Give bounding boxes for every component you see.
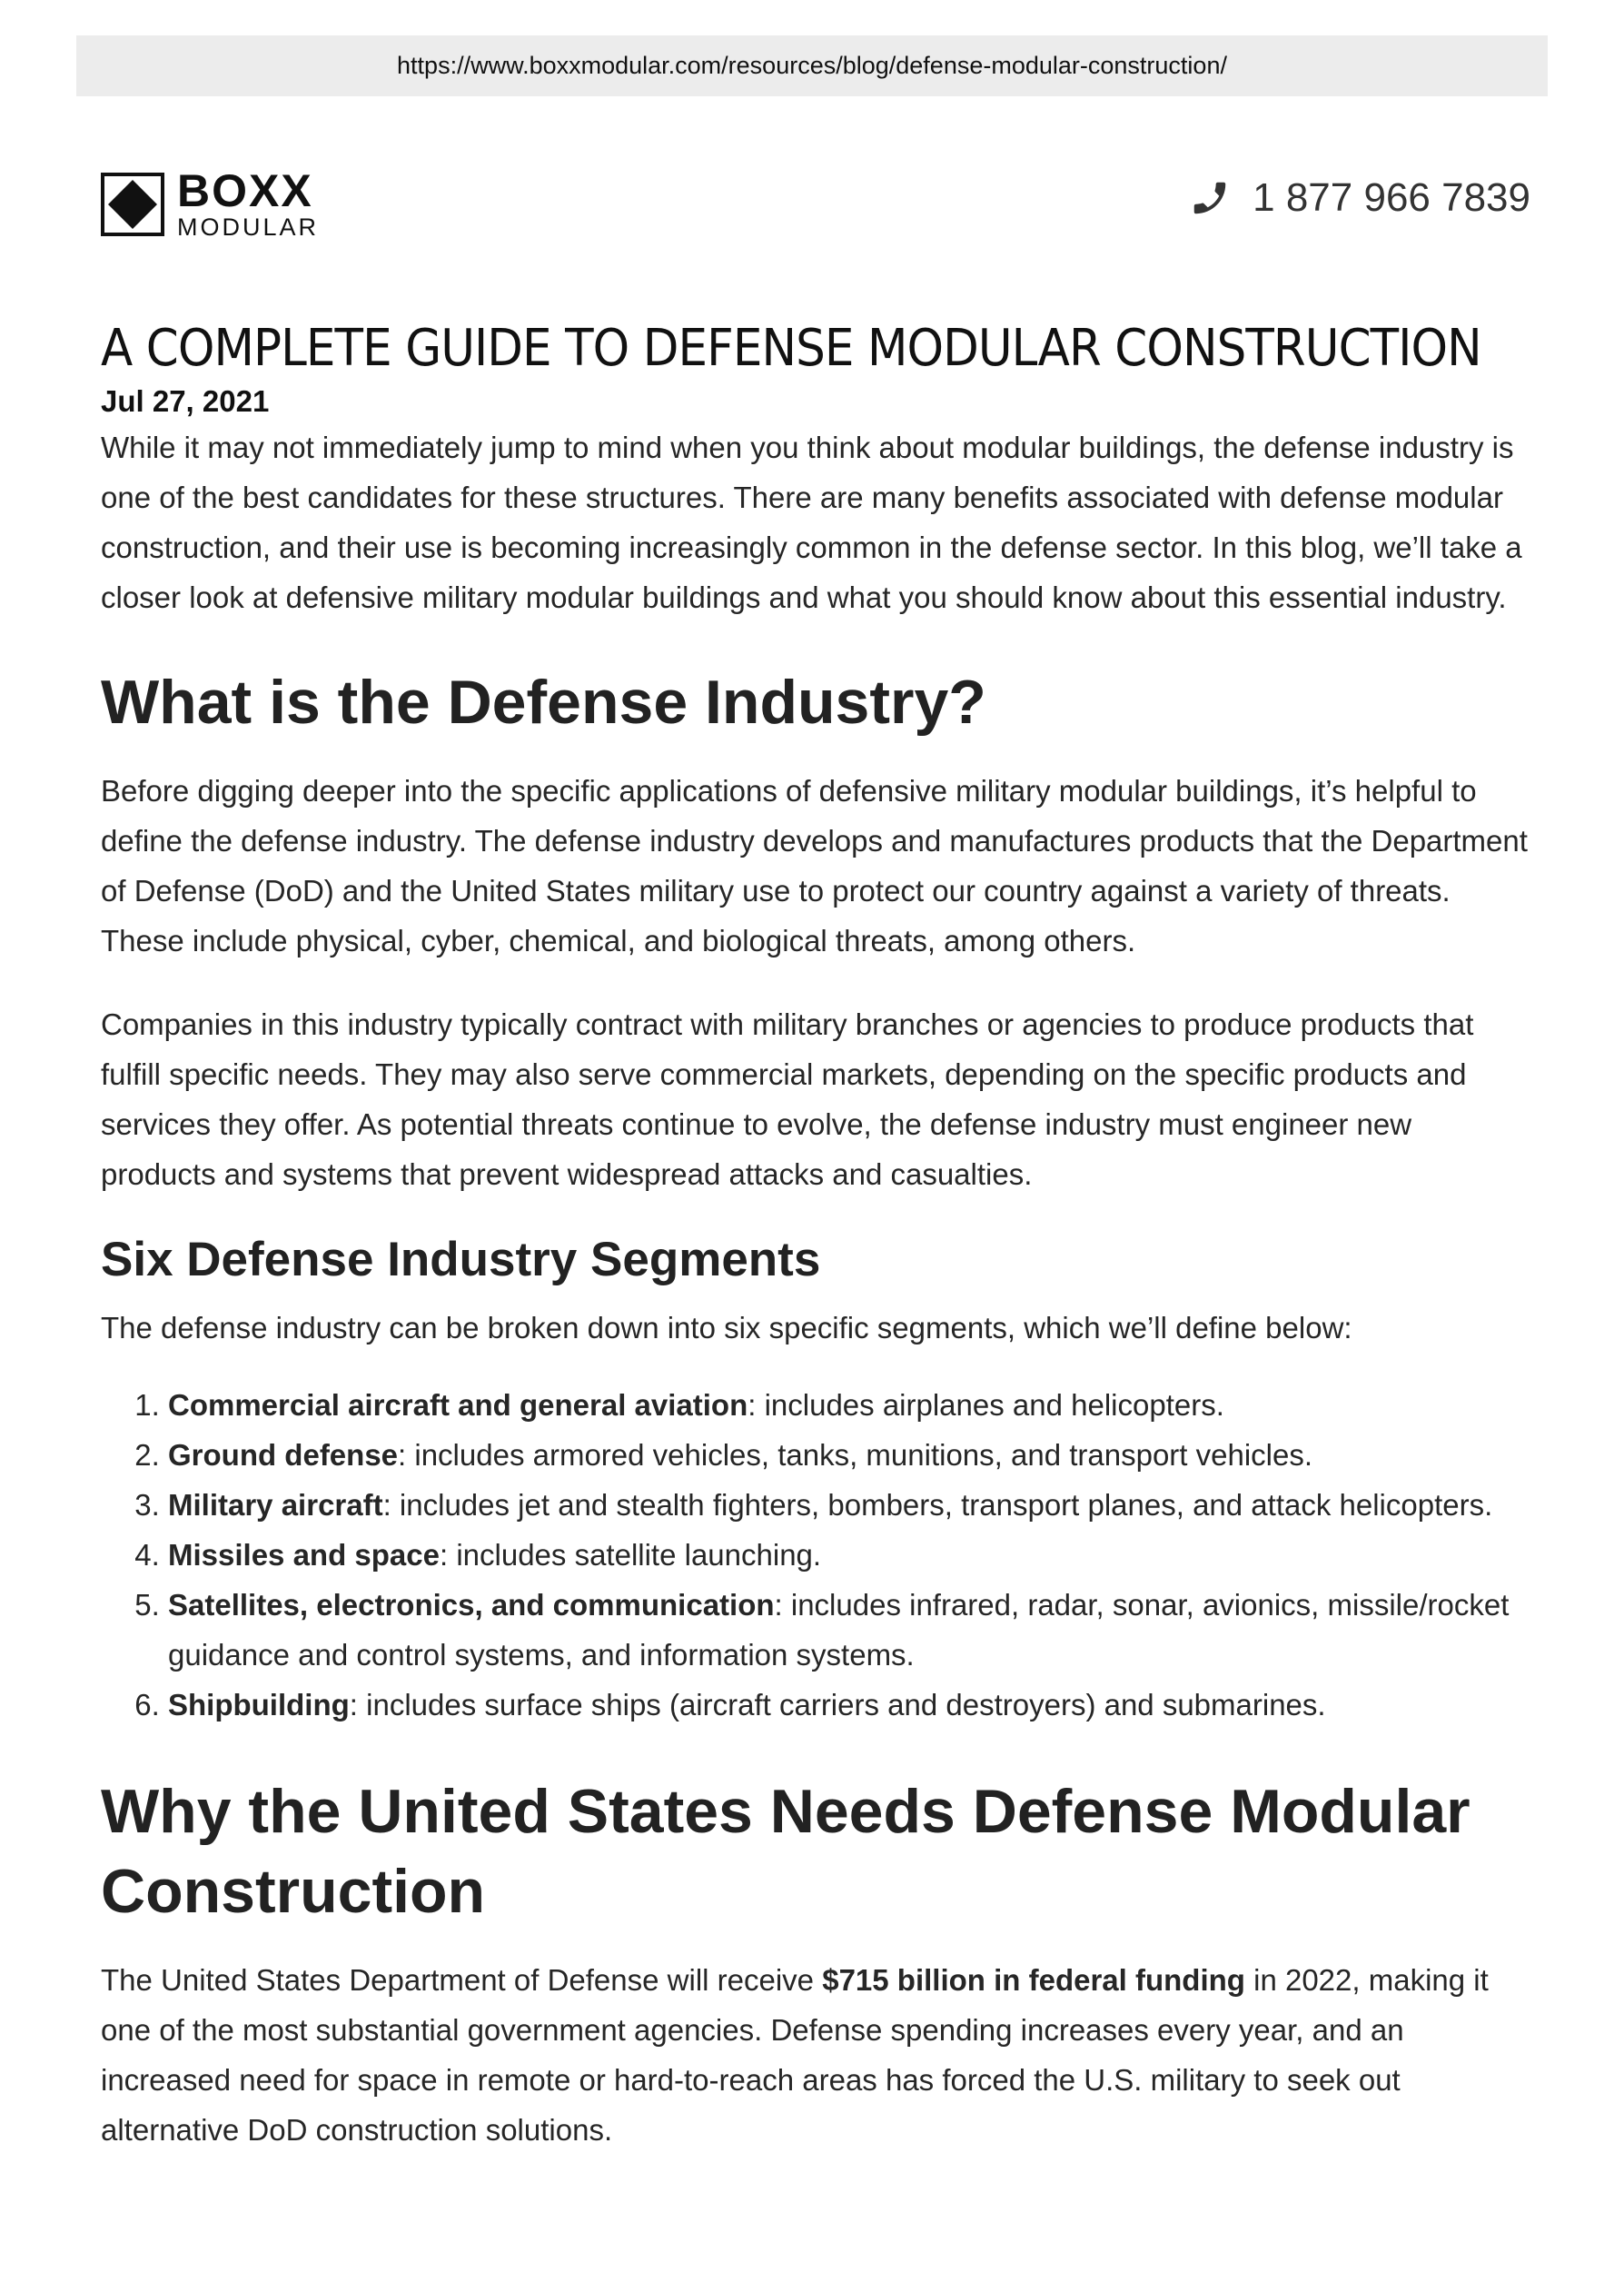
- paragraph-funding: The United States Department of Defense will receive $715 billion in federal funding in 2022, making it one of the most substantial government agencies. Defense spending increases every year, and an increased need for space in remote or hard-to-reach areas has forced the U.S. military to seek out alternative DoD construction solutions.: [101, 1963, 1489, 2148]
- url-bar[interactable]: [76, 35, 1548, 96]
- article-date: Jul 27, 2021: [101, 384, 270, 419]
- logo-subtitle: MODULAR: [177, 213, 320, 241]
- list-item: 6. Shipbuilding: includes surface ships (aircraft carriers and destroyers) and submarines.: [168, 1680, 1530, 1730]
- segments-list: [101, 1380, 1530, 1730]
- phone-link[interactable]: [1189, 175, 1530, 221]
- subheading-segments: Six Defense Industry Segments: [101, 1233, 821, 1287]
- list-item: 4. Missiles and space: includes satellite launching.: [168, 1530, 1530, 1580]
- paragraph-define-industry: Before digging deeper into the specific applications of defensive military modular buildings, it’s helpful to define the defense industry. The defense industry develops and manufactures products that the Department of Defense (DoD) and the United States military use to protect our country against a variety of threats. These include physical, cyber, chemical, and biological threats, among others.: [101, 774, 1528, 958]
- funding-highlight[interactable]: $715 billion in federal funding: [822, 1963, 1245, 1998]
- boxx-logo[interactable]: [101, 165, 320, 241]
- section-heading-why-us-needs: Why the United States Needs Defense Modular Construction: [101, 1777, 1471, 1927]
- list-item: 2. Ground defense: includes armored vehicles, tanks, munitions, and transport vehicles.: [168, 1430, 1530, 1480]
- article-title: A COMPLETE GUIDE TO DEFENSE MODULAR CONSTRUCTION: [101, 319, 1481, 378]
- phone-number: 1 877 966 7839: [1253, 175, 1530, 220]
- list-item: 1. Commercial aircraft and general aviation: includes airplanes and helicopters.: [168, 1380, 1530, 1430]
- list-item: 5. Satellites, electronics, and communication: includes infrared, radar, sonar, avionics, missile/rocket guidance and control systems, and information systems.: [168, 1580, 1530, 1680]
- url-text: https://www.boxxmodular.com/resources/blog/defense-modular-construction/: [397, 52, 1227, 79]
- paragraph-companies: Companies in this industry typically contract with military branches or agencies to produce products that fulfill specific needs. They may also serve commercial markets, depending on the specific products and services they offer. As potential threats continue to evolve, the defense industry must engineer new products and systems that prevent widespread attacks and casualties.: [101, 1007, 1474, 1192]
- section-heading-defense-industry: What is the Defense Industry?: [101, 668, 986, 738]
- site-header: [101, 165, 1530, 241]
- logo-name: BOXX: [177, 165, 313, 216]
- list-item: 3. Military aircraft: includes jet and stealth fighters, bombers, transport planes, and attack helicopters.: [168, 1480, 1530, 1530]
- intro-paragraph: While it may not immediately jump to mind when you think about modular buildings, the defense industry is one of the best candidates for these structures. There are many benefits associated with defense modular construction, and their use is becoming increasingly common in the defense sector. In this blog, we’ll take a closer look at defensive military modular buildings and what you should know about this essential industry.: [101, 431, 1522, 615]
- paragraph-segments-intro: The defense industry can be broken down into six specific segments, which we’ll define below:: [101, 1311, 1352, 1345]
- phone-icon: [1189, 177, 1231, 219]
- article: [101, 318, 1530, 2155]
- diamond-logo-icon: [101, 173, 164, 236]
